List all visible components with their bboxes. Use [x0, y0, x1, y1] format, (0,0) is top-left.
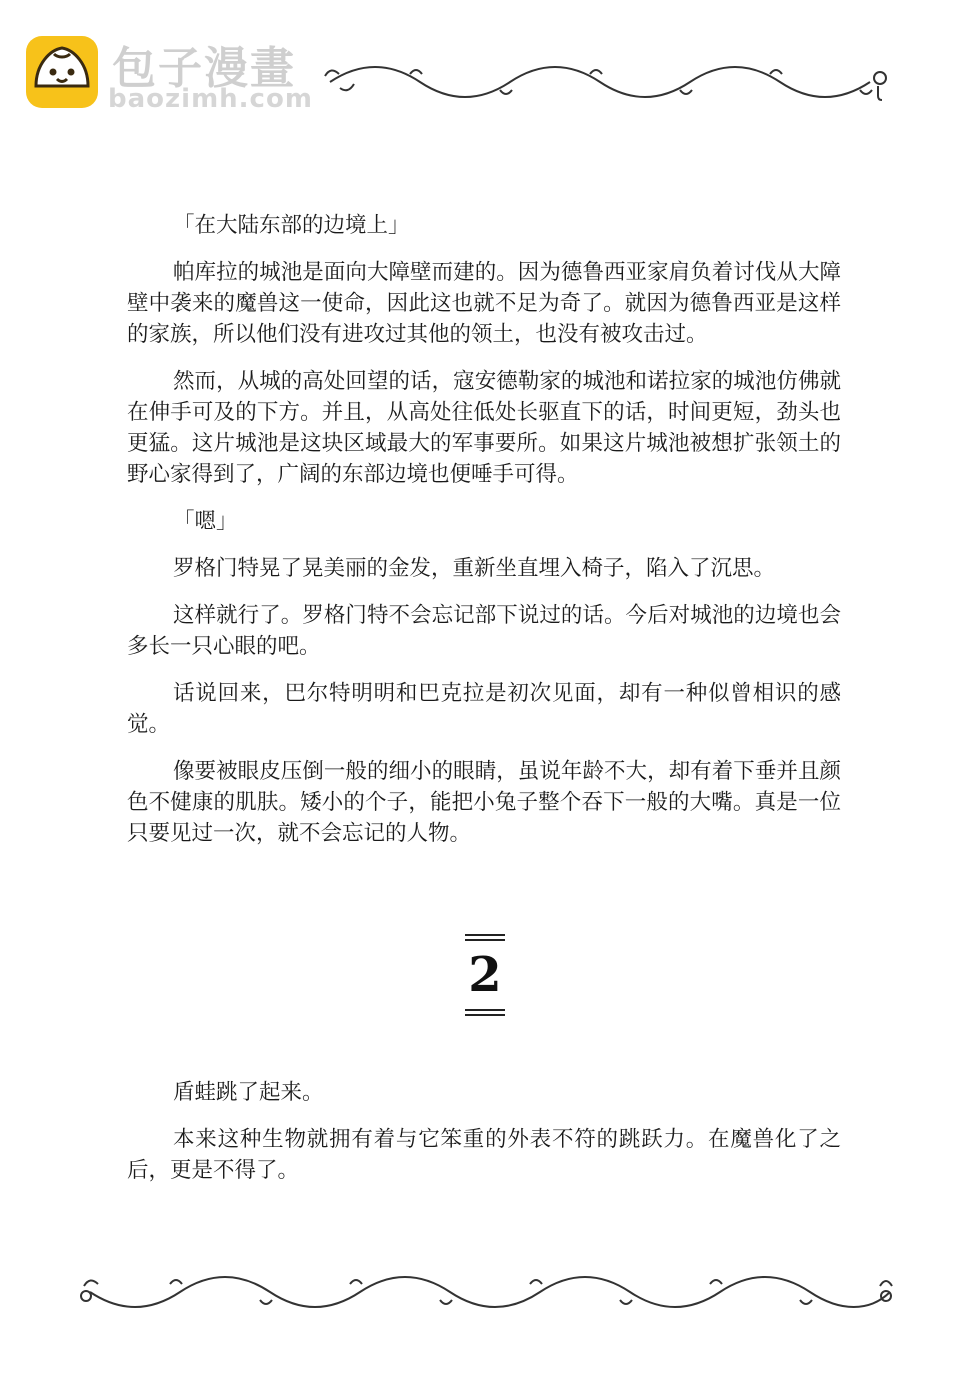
- section-divider-bottom: [465, 1009, 505, 1016]
- paragraph: 罗格门特晃了晃美丽的金发，重新坐直埋入椅子，陷入了沉思。: [173, 556, 776, 581]
- paragraph: 盾蛙跳了起来。: [173, 1080, 324, 1105]
- section-number-text: 2: [468, 947, 502, 1003]
- section-divider-top: [465, 934, 505, 941]
- ornamental-border-bottom: [0, 1262, 972, 1322]
- paragraph: 这样就行了。罗格门特不会忘记部下说过的话。今后对城池的边境也会多长一只心眼的吧。: [127, 603, 841, 659]
- paragraph: 像要被眼皮压倒一般的细小的眼睛，虽说年龄不大，却有着下垂并且颜色不健康的肌肤。矮小的个子，能把小兔子整个吞下一般的大嘴。真是一位只要见过一次，就不会忘记的人物。: [127, 759, 841, 846]
- main-text: [127, 210, 841, 865]
- section-2-text: [127, 1077, 841, 1202]
- paragraph: 本来这种生物就拥有着与它笨重的外表不符的跳跃力。在魔兽化了之后，更是不得了。: [127, 1127, 841, 1183]
- paragraph: 帕库拉的城池是面向大障壁而建的。因为德鲁西亚家肩负着讨伐从大障壁中袭来的魔兽这一使命，因此这也就不足为奇了。就因为德鲁西亚是这样的家族，所以他们没有进攻过其他的领土，也没有被攻击过。: [127, 260, 841, 347]
- ornamental-border-top: [0, 52, 972, 112]
- paragraph: 话说回来，巴尔特明明和巴克拉是初次见面，却有一种似曾相识的感觉。: [127, 681, 841, 737]
- paragraph: 「在大陆东部的边境上」: [173, 213, 410, 238]
- paragraph: 然而，从城的高处回望的话，寇安德勒家的城池和诺拉家的城池仿佛就在伸手可及的下方。并且，从高处往低处长驱直下的话，时间更短，劲头也更猛。这片城池是这块区域最大的军事要所。如果这片城池被想扩张领土的野心家得到了，广阔的东部边境也便唾手可得。: [127, 369, 841, 487]
- watermark-url: baozimh.com: [108, 84, 313, 114]
- paragraph: 「嗯」: [173, 509, 238, 534]
- section-number: [440, 934, 530, 1026]
- watermark-title: 包子漫畫: [112, 43, 296, 94]
